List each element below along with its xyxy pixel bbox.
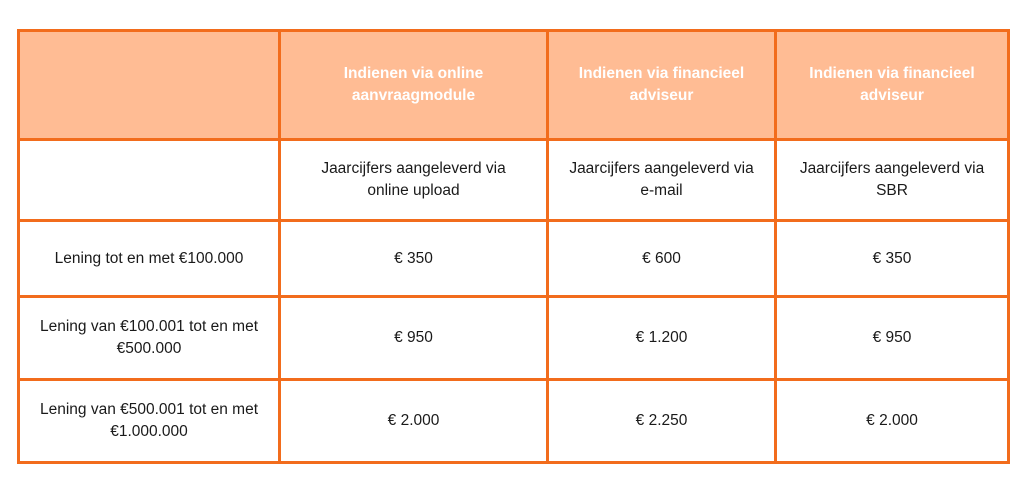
- row-label: Lening van €100.001 tot en met €500.000: [19, 297, 280, 380]
- price-cell: € 2.250: [548, 380, 776, 463]
- price-cell: € 2.000: [280, 380, 548, 463]
- price-cell: € 350: [776, 221, 1009, 297]
- delivery-method-row: [19, 140, 1009, 221]
- table-row: [19, 221, 1009, 297]
- fee-table-container: [17, 29, 1007, 464]
- method-online-upload: Jaarcijfers aangeleverd via online upload: [280, 140, 548, 221]
- header-online-module: Indienen via online aanvraagmodule: [280, 31, 548, 140]
- method-row-label: [19, 140, 280, 221]
- price-cell: € 950: [280, 297, 548, 380]
- price-cell: € 950: [776, 297, 1009, 380]
- row-label: Lening van €500.001 tot en met €1.000.000: [19, 380, 280, 463]
- price-cell: € 350: [280, 221, 548, 297]
- price-cell: € 2.000: [776, 380, 1009, 463]
- header-financial-advisor-email: Indienen via financieel adviseur: [548, 31, 776, 140]
- header-financial-advisor-sbr: Indienen via financieel adviseur: [776, 31, 1009, 140]
- row-label: Lening tot en met €100.000: [19, 221, 280, 297]
- header-corner-cell: [19, 31, 280, 140]
- method-email: Jaarcijfers aangeleverd via e-mail: [548, 140, 776, 221]
- price-cell: € 1.200: [548, 297, 776, 380]
- method-sbr: Jaarcijfers aangeleverd via SBR: [776, 140, 1009, 221]
- table-row: [19, 297, 1009, 380]
- price-cell: € 600: [548, 221, 776, 297]
- fee-table: [17, 29, 1010, 464]
- header-row: [19, 31, 1009, 140]
- table-row: [19, 380, 1009, 463]
